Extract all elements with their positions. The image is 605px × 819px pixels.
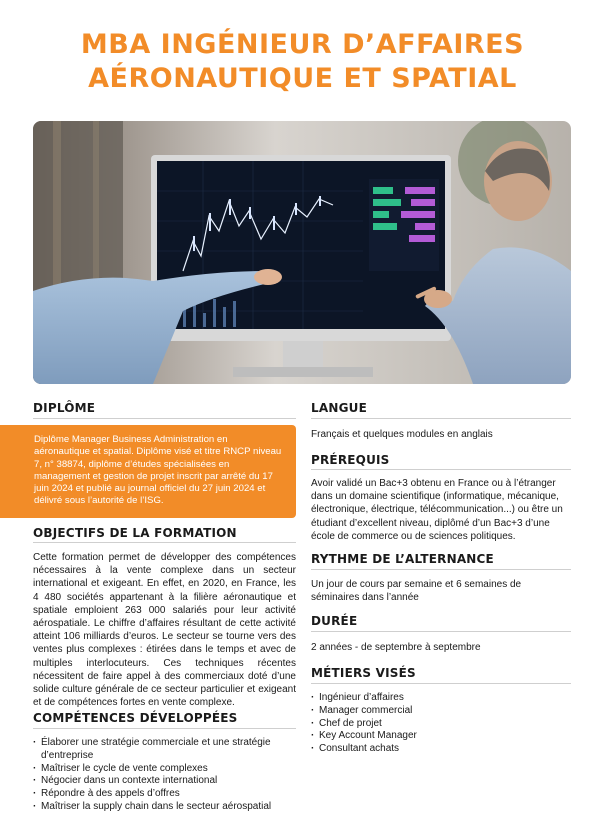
competences-list bbox=[33, 737, 296, 814]
diplome-text: Diplôme Manager Business Administration en aéronautique et spatial. Diplôme visé et titre RNCP niveau 7, n° 38874, diplôme d’études spécialisées en management et gestion de projet inscrit par arrêté du 17 juin 2024 et publié au journal officiel du 27 juin 2024 et délivré sous l’autorité de l’ISG. bbox=[34, 434, 282, 507]
objectifs-text: Cette formation permet de développer des compétences nécessaires à la vente complexe dans un secteur international et exigeant. En effet, en 2020, en France, les 4 480 sociétés appartenant à la filière aéronautique et spatiale emploient 263 000 salariés pour leur activité aérospatiale. Le chiffre d’affaires résultant de cette activité atteint 106 milliards d’euros. Le secteur se tourne vers des ventes plus complexes : étirées dans le temps et avec de multiples interlocuteurs. Ces techniques récentes nécessitent de faire appel à des commerciaux doté d’une solide culture générale de ce secteur particulier et exigeant et de compétences fortes en vente complexe. bbox=[33, 552, 296, 709]
objectifs-heading: OBJECTIFS DE LA FORMATION bbox=[33, 526, 237, 540]
list-item: · Répondre à des appels d’offres bbox=[33, 788, 296, 801]
diplome-heading: DIPLÔME bbox=[33, 401, 96, 415]
list-item: · Maîtriser le cycle de vente complexes bbox=[33, 763, 296, 776]
metiers-list bbox=[311, 692, 571, 756]
competences-heading: COMPÉTENCES DÉVELOPPÉES bbox=[33, 711, 238, 725]
divider bbox=[33, 418, 296, 419]
divider bbox=[311, 569, 571, 570]
divider bbox=[33, 542, 296, 543]
list-item: · Maîtriser la supply chain dans le secteur aérospatial bbox=[33, 801, 296, 814]
rythme-text: Un jour de cours par semaine et 6 semaines de séminaires dans l’année bbox=[311, 579, 522, 604]
title-line-2: AÉRONAUTIQUE ET SPATIAL bbox=[88, 63, 517, 94]
diplome-box bbox=[0, 425, 296, 518]
page-title bbox=[0, 28, 605, 96]
prerequis-heading: PRÉREQUIS bbox=[311, 453, 390, 467]
list-item: · Ingénieur d’affaires bbox=[311, 692, 571, 705]
langue-text: Français et quelques modules en anglais bbox=[311, 429, 493, 440]
list-item: · Key Account Manager bbox=[311, 730, 571, 743]
title-line-1: MBA INGÉNIEUR D’AFFAIRES bbox=[80, 29, 525, 60]
hero-photo bbox=[33, 121, 571, 384]
divider bbox=[33, 728, 296, 729]
list-item: · Consultant achats bbox=[311, 743, 571, 756]
list-item: · Manager commercial bbox=[311, 705, 571, 718]
rythme-heading: RYTHME DE L’ALTERNANCE bbox=[311, 552, 494, 566]
divider bbox=[311, 418, 571, 419]
trading-screen-photo bbox=[33, 121, 571, 384]
list-item: · Chef de projet bbox=[311, 718, 571, 731]
list-item: · Négocier dans un contexte international bbox=[33, 775, 296, 788]
divider bbox=[311, 683, 571, 684]
prerequis-text: Avoir validé un Bac+3 obtenu en France ou à l’étranger dans un domaine scientifique (informatique, mécanique, électronique, électrique, télécommunication...) ou être un étudiant d’excellent niveau, diplômé d’un Bac+3 d’une école de commerce ou de sciences politiques. bbox=[311, 478, 563, 542]
list-item: · Élaborer une stratégie commerciale et une stratégie d’entreprise bbox=[33, 737, 296, 763]
duree-text: 2 années - de septembre à septembre bbox=[311, 642, 481, 653]
divider bbox=[311, 631, 571, 632]
divider bbox=[311, 469, 571, 470]
langue-heading: LANGUE bbox=[311, 401, 367, 415]
metiers-heading: MÉTIERS VISÉS bbox=[311, 666, 416, 680]
duree-heading: DURÉE bbox=[311, 614, 358, 628]
